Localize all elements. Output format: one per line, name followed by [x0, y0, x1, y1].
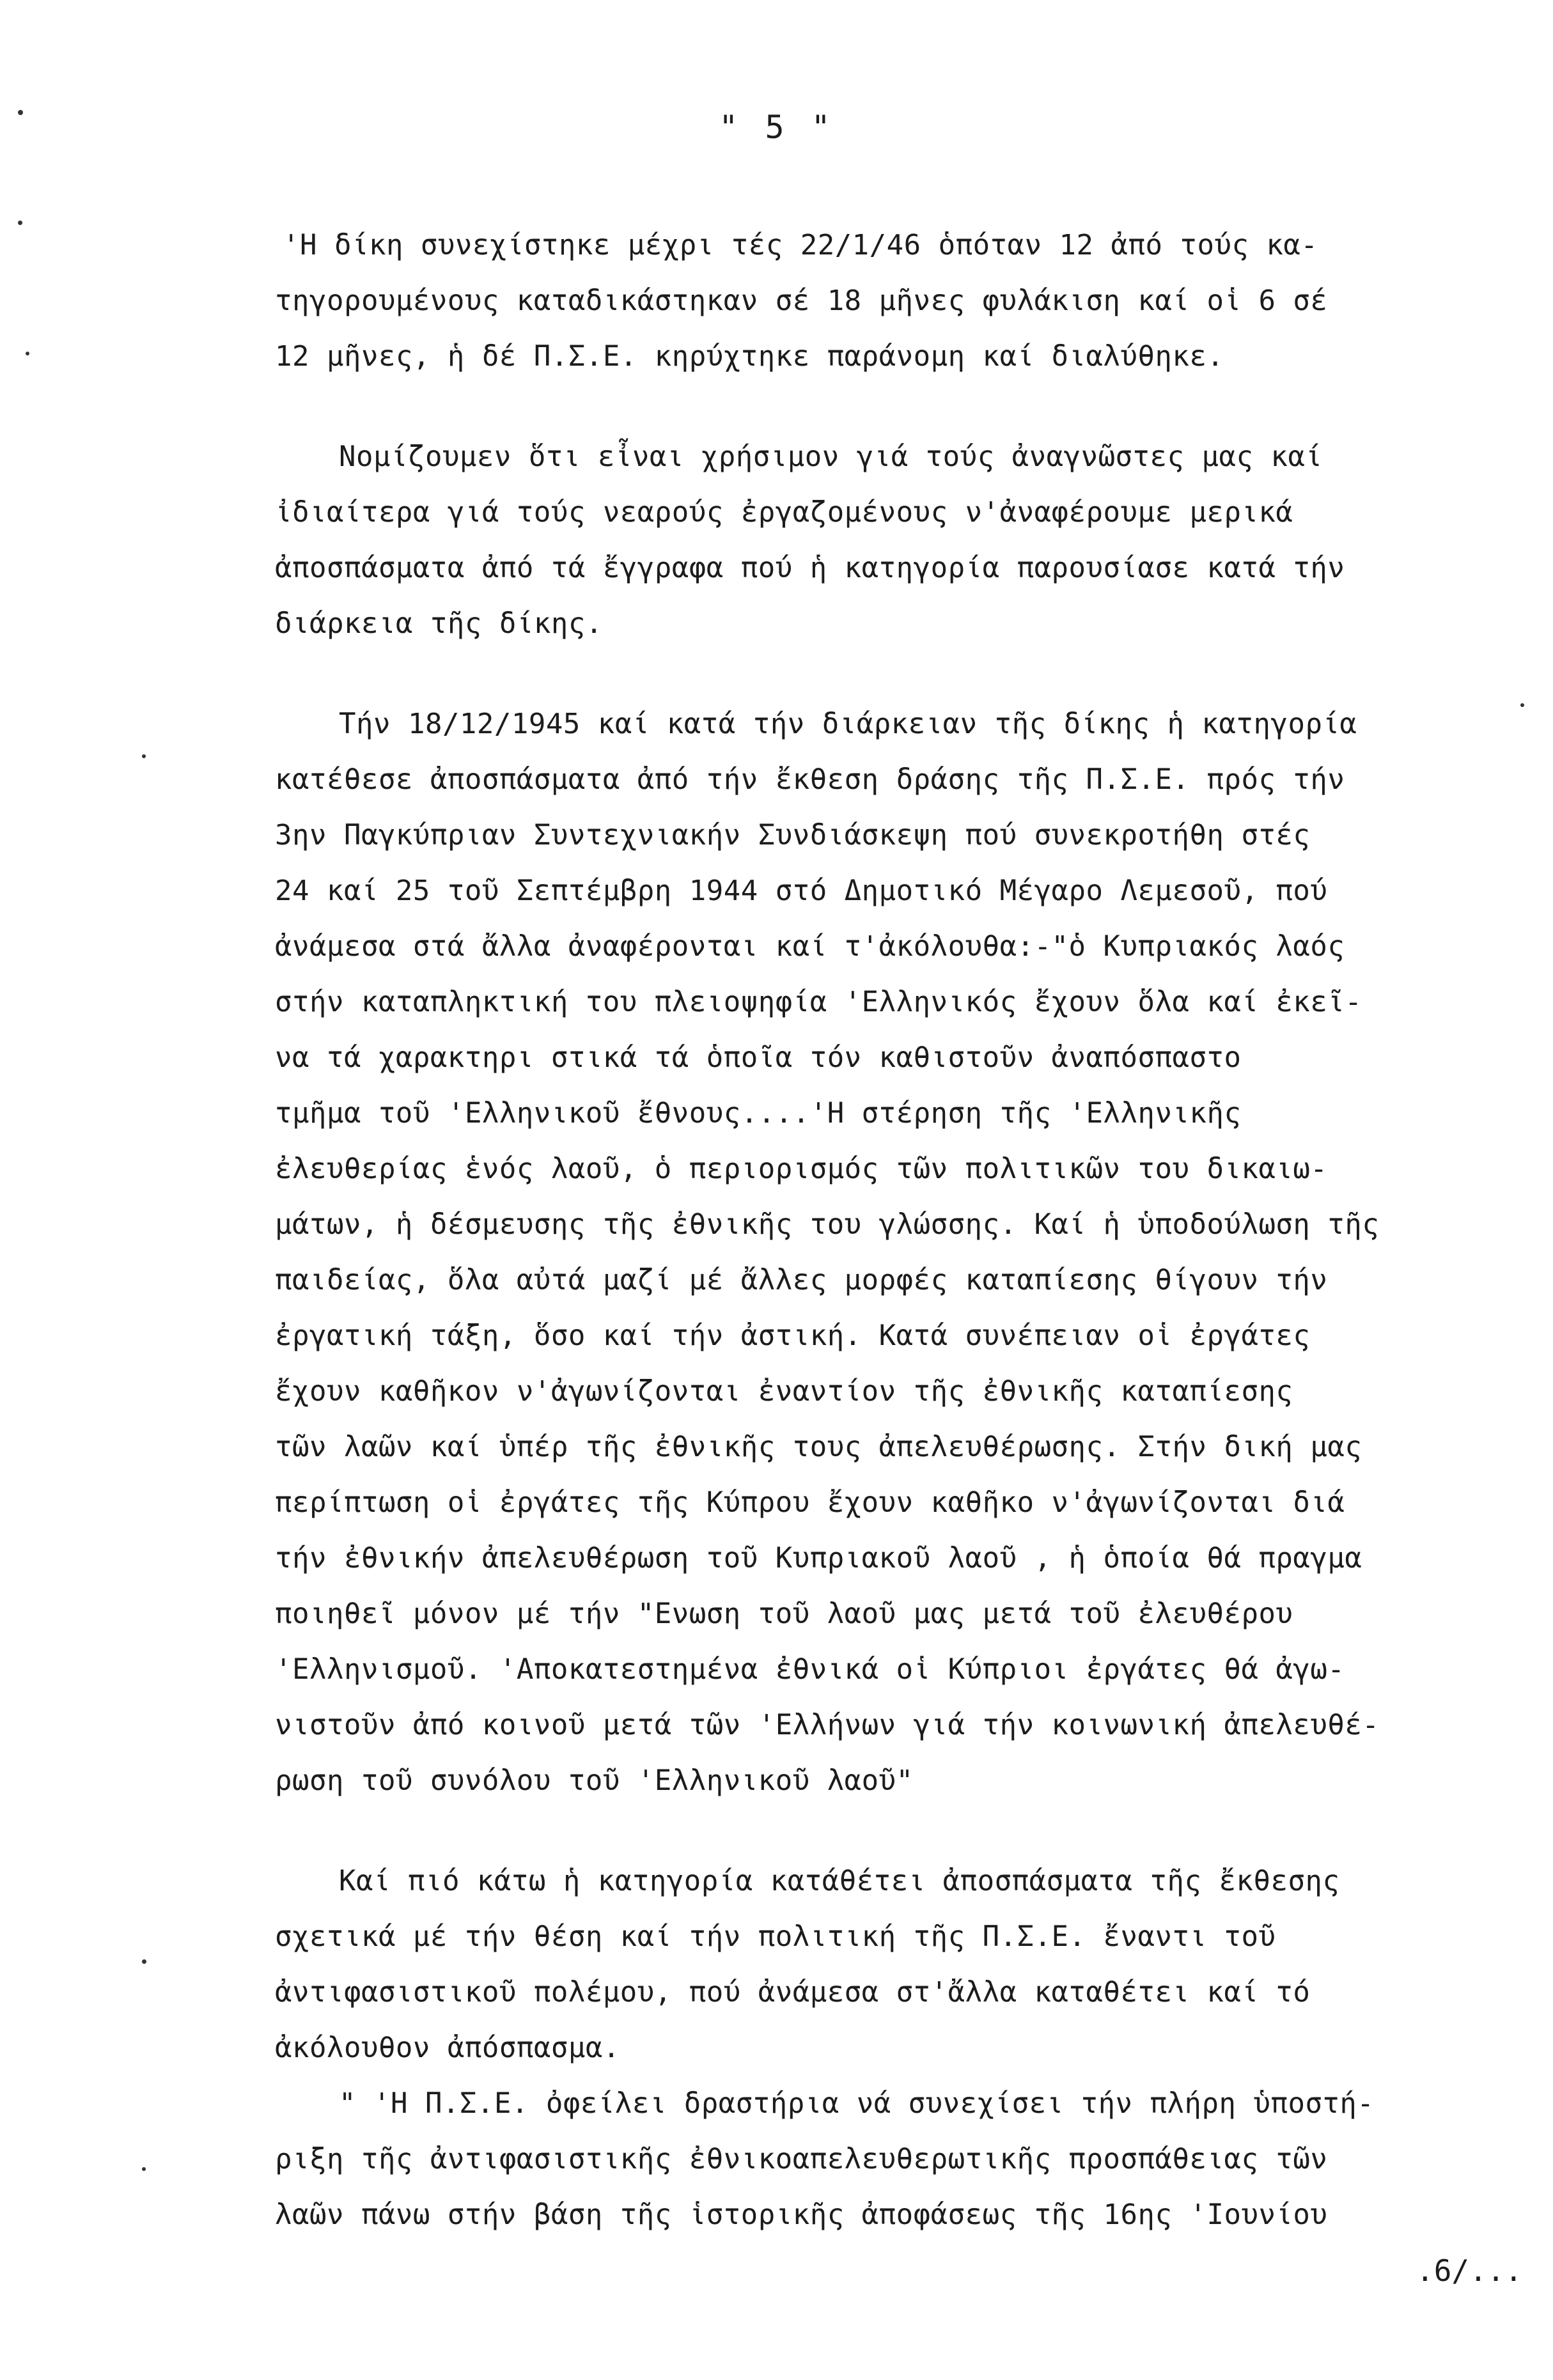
text-line: 'Η δίκη συνεχίστηκε μέχρι τές 22/1/46 ὁπόταν 12 ἀπό τούς κα-: [283, 229, 1318, 261]
text-line: ἀποσπάσματα ἀπό τά ἔγγραφα πού ἡ κατηγορία παρουσίασε κατά τήν: [275, 552, 1345, 584]
text-line: μάτων, ἡ δέσμευσης τῆς ἐθνικῆς του γλώσσης. Καί ἡ ὑποδούλωση τῆς: [275, 1208, 1380, 1241]
text-line: ἀνάμεσα στά ἄλλα ἀναφέρονται καί τ'ἀκόλουθα:-"ὁ Κυπριακός λαός: [275, 930, 1345, 963]
text-line: παιδείας, ὅλα αὐτά μαζί μέ ἄλλες μορφές καταπίεσης θίγουν τήν: [275, 1264, 1328, 1296]
text-line: ρωση τοῦ συνόλου τοῦ 'Ελληνικοῦ λαοῦ": [275, 1764, 914, 1797]
scan-speck: [1520, 703, 1524, 707]
scan-speck: [26, 352, 29, 355]
text-line: ἐργατική τάξη, ὅσο καί τήν ἀστική. Κατά συνέπειαν οἱ ἐργάτες: [275, 1319, 1311, 1352]
text-line: σχετικά μέ τήν θέση καί τήν πολιτική τῆς Π.Σ.Ε. ἔναντι τοῦ: [275, 1920, 1276, 1953]
text-line: διάρκεια τῆς δίκης.: [275, 607, 603, 640]
scan-speck: [18, 221, 22, 225]
text-line: τῶν λαῶν καί ὑπέρ τῆς ἐθνικῆς τους ἀπελευθέρωσης. Στήν δική μας: [275, 1431, 1362, 1463]
text-line: 24 καί 25 τοῦ Σεπτέμβρη 1944 στό Δημοτικό Μέγαρο Λεμεσοῦ, πού: [275, 875, 1328, 907]
text-line: λαῶν πάνω στήν βάση τῆς ἱστορικῆς ἀποφάσεως τῆς 16ης 'Ιουνίου: [275, 2198, 1328, 2231]
text-line: στήν καταπληκτική του πλειοψηφία 'Ελληνικός ἔχουν ὅλα καί ἐκεῖ-: [275, 986, 1362, 1018]
page-number: " 5 ": [719, 109, 834, 146]
paragraph-gap: [275, 384, 1528, 429]
text-line: νιστοῦν ἀπό κοινοῦ μετά τῶν 'Ελλήνων γιά τήν κοινωνική ἀπελευθέ-: [275, 1709, 1380, 1741]
page-continuation-mark: .6/...: [1416, 2253, 1523, 2288]
text-line: ἀντιφασιστικοῦ πολέμου, πού ἀνάμεσα στ'ἄλλα καταθέτει καί τό: [275, 1976, 1311, 2009]
text-line: να τά χαρακτηρι στικά τά ὁποῖα τόν καθιστοῦν ἀναπόσπαστο: [275, 1041, 1242, 1074]
paragraph-gap: [275, 1808, 1528, 1853]
scan-speck: [142, 2167, 146, 2171]
paragraph-trial-outcome: [275, 217, 1528, 384]
text-line: ποιηθεῖ μόνον μέ τήν "Ενωση τοῦ λαοῦ μας μετά τοῦ ἐλευθέρου: [275, 1598, 1293, 1630]
text-line: ριξη τῆς ἀντιφασιστικῆς ἐθνικοαπελευθερωτικῆς προσπάθειας τῶν: [275, 2143, 1328, 2175]
text-line: Καί πιό κάτω ἡ κατηγορία κατάθέτει ἀποσπάσματα τῆς ἔκθεσης: [339, 1865, 1340, 1897]
text-line: τμῆμα τοῦ 'Ελληνικοῦ ἔθνους....'Η στέρηση τῆς 'Ελληνικῆς: [275, 1097, 1242, 1130]
document-body: [275, 217, 1528, 2243]
scan-speck: [142, 754, 146, 758]
text-line: τηγορουμένους καταδικάστηκαν σέ 18 μῆνες φυλάκιση καί οἱ 6 σέ: [275, 284, 1328, 317]
text-line: 12 μῆνες, ἡ δέ Π.Σ.Ε. κηρύχτηκε παράνομη καί διαλύθηκε.: [275, 340, 1224, 373]
paragraph-second-excerpt: [275, 1853, 1528, 2243]
text-line: ἰδιαίτερα γιά τούς νεαρούς ἐργαζομένους ν'ἀναφέρουμε μερικά: [275, 496, 1293, 529]
text-line: " 'Η Π.Σ.Ε. ὀφείλει δραστήρια νά συνεχίσει τήν πλήρη ὑποστή-: [339, 2087, 1375, 2120]
text-line: Τήν 18/12/1945 καί κατά τήν διάρκειαν τῆς δίκης ἡ κατηγορία: [339, 708, 1357, 740]
text-line: 3ην Παγκύπριαν Συντεχνιακήν Συνδιάσκεψη πού συνεκροτήθη στές: [275, 819, 1311, 852]
text-line: ἀκόλουθον ἀπόσπασμα.: [275, 2032, 620, 2064]
scan-speck: [142, 1959, 146, 1964]
paragraph-gap: [275, 651, 1528, 696]
text-line: Νομίζουμεν ὅτι εἶναι χρήσιμον γιά τούς ἀναγνῶστες μας καί: [339, 440, 1323, 473]
text-line: ἔχουν καθῆκον ν'ἀγωνίζονται ἐναντίον τῆς ἐθνικῆς καταπίεσης: [275, 1375, 1293, 1408]
text-line: κατέθεσε ἀποσπάσματα ἀπό τήν ἔκθεση δράσης τῆς Π.Σ.Ε. πρός τήν: [275, 763, 1345, 796]
paragraph-prosecution-excerpt: [275, 696, 1528, 1808]
text-line: περίπτωση οἱ ἐργάτες τῆς Κύπρου ἔχουν καθῆκο ν'ἀγωνίζονται διά: [275, 1486, 1345, 1519]
text-line: τήν ἐθνικήν ἀπελευθέρωση τοῦ Κυπριακοῦ λαοῦ , ἡ ὁποία θά πραγμα: [275, 1542, 1362, 1575]
scan-speck: [18, 110, 23, 115]
text-line: 'Ελληνισμοῦ. 'Αποκατεστημένα ἐθνικά οἱ Κύπριοι ἐργάτες θά ἀγω-: [275, 1653, 1345, 1686]
paragraph-readers-note: [275, 429, 1528, 651]
text-line: ἐλευθερίας ἑνός λαοῦ, ὁ περιορισμός τῶν πολιτικῶν του δικαιω-: [275, 1153, 1328, 1185]
